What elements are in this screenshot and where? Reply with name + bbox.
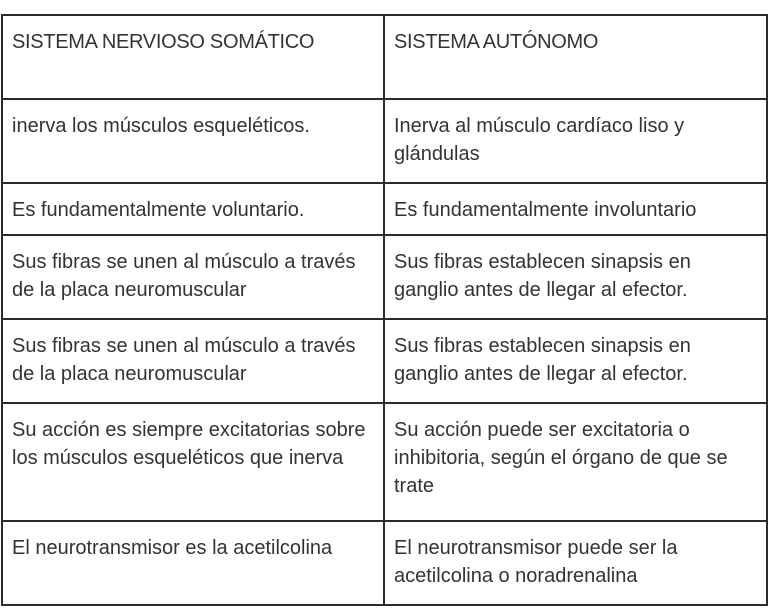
table-row bbox=[2, 183, 767, 235]
cell-somatic: Sus fibras se unen al músculo a través de la placa neuromuscular bbox=[2, 319, 384, 403]
table-header-row bbox=[2, 15, 767, 99]
cell-somatic: El neurotransmisor es la acetilcolina bbox=[2, 521, 384, 605]
table-row bbox=[2, 521, 767, 605]
cell-autonomic: Inerva al músculo cardíaco liso y glándulas bbox=[384, 99, 767, 183]
header-autonomic: SISTEMA AUTÓNOMO bbox=[384, 15, 767, 99]
comparison-table bbox=[1, 14, 768, 606]
table-row bbox=[2, 235, 767, 319]
cell-autonomic: El neurotransmisor puede ser la acetilcolina o noradrenalina bbox=[384, 521, 767, 605]
cell-autonomic: Es fundamentalmente involuntario bbox=[384, 183, 767, 235]
cell-autonomic: Sus fibras establecen sinapsis en ganglio antes de llegar al efector. bbox=[384, 319, 767, 403]
cell-somatic: inerva los músculos esqueléticos. bbox=[2, 99, 384, 183]
cell-somatic: Es fundamentalmente voluntario. bbox=[2, 183, 384, 235]
cell-somatic: Sus fibras se unen al músculo a través de la placa neuromuscular bbox=[2, 235, 384, 319]
cell-somatic: Su acción es siempre excitatorias sobre los músculos esqueléticos que inerva bbox=[2, 403, 384, 521]
table-row bbox=[2, 99, 767, 183]
table-row bbox=[2, 403, 767, 521]
header-somatic: SISTEMA NERVIOSO SOMÁTICO bbox=[2, 15, 384, 99]
cell-autonomic: Sus fibras establecen sinapsis en ganglio antes de llegar al efector. bbox=[384, 235, 767, 319]
cell-autonomic: Su acción puede ser excitatoria o inhibitoria, según el órgano de que se trate bbox=[384, 403, 767, 521]
table-row bbox=[2, 319, 767, 403]
